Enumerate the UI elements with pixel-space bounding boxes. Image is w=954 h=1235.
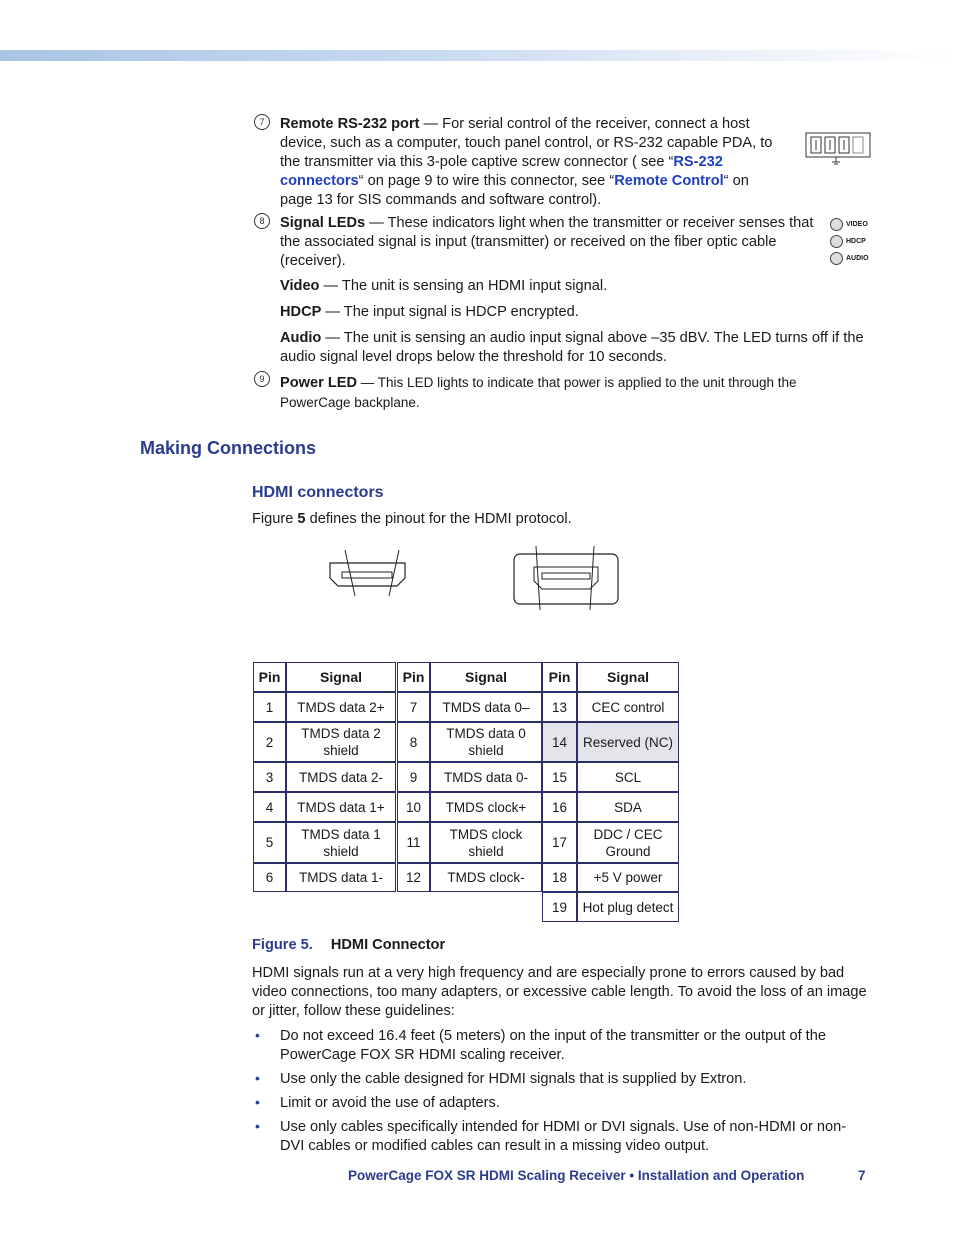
hdmi-plug-icon bbox=[325, 550, 410, 598]
rs232-title: Remote RS-232 port bbox=[280, 116, 420, 132]
subsection-title: HDMI connectors bbox=[252, 484, 384, 501]
table-cell-pin: 6 bbox=[253, 863, 286, 892]
led-audio-icon bbox=[830, 252, 843, 265]
rs232-text1: — For serial control of the receiver, connect a host device, such as a computer, touch panel control, or RS-232 capable PDA, to the transmitter via this 3-pole captive screw connector ( see “ bbox=[280, 116, 773, 170]
table-cell-signal: TMDS data 0– bbox=[430, 692, 542, 722]
bullet-marker: • bbox=[255, 1070, 260, 1086]
led-video-label: VIDEO bbox=[846, 221, 868, 228]
table-cell-pin: 12 bbox=[397, 863, 430, 892]
header-signal-3: Signal bbox=[577, 662, 679, 692]
table-cell-signal: DDC / CEC Ground bbox=[577, 822, 679, 863]
figure-intro-post: defines the pinout for the HDMI protocol. bbox=[305, 511, 572, 527]
table-cell-pin: 1 bbox=[253, 692, 286, 722]
audio-led-desc bbox=[280, 329, 870, 367]
signal-leds-paragraph bbox=[280, 214, 815, 271]
figure-caption-title: HDMI Connector bbox=[330, 937, 446, 953]
led-video-icon bbox=[830, 218, 843, 231]
hdcp-led-text: — The input signal is HDCP encrypted. bbox=[321, 304, 579, 320]
remote-control-link[interactable]: Remote Control bbox=[614, 173, 724, 189]
led-video bbox=[830, 218, 868, 231]
table-cell-signal: Hot plug detect bbox=[577, 892, 679, 922]
rs232-text3: “ on page 13 for SIS commands and software control). bbox=[280, 173, 749, 208]
hdmi-guidelines-intro: HDMI signals run at a very high frequency and are especially prone to errors caused by bad video connections, too many adapters, or excessive cable length. To avoid the loss of an image or jitter, follow these guidelines: bbox=[252, 965, 867, 1019]
led-hdcp-icon bbox=[830, 235, 843, 248]
figure-intro-pre: Figure bbox=[252, 511, 298, 527]
led-hdcp bbox=[830, 235, 866, 248]
power-led-paragraph bbox=[280, 373, 860, 413]
item-number-7: 7 bbox=[254, 114, 270, 130]
led-audio-label: AUDIO bbox=[846, 255, 869, 262]
header-pin-2: Pin bbox=[397, 662, 430, 692]
bullet-item: Limit or avoid the use of adapters. bbox=[280, 1095, 500, 1111]
header-signal-1: Signal bbox=[286, 662, 396, 692]
table-cell-signal: Reserved (NC) bbox=[577, 722, 679, 762]
led-audio bbox=[830, 252, 869, 265]
table-cell-signal: TMDS clock shield bbox=[430, 822, 542, 863]
rs232-paragraph bbox=[280, 115, 785, 210]
figure-caption bbox=[252, 937, 445, 953]
rs232-connectors-link[interactable]: RS-232 connectors bbox=[280, 154, 723, 189]
power-led-text: — This LED lights to indicate that power is applied to the unit through the PowerCage backplane. bbox=[280, 375, 797, 410]
section-title: Making Connections bbox=[140, 438, 317, 458]
table-cell-signal: SDA bbox=[577, 792, 679, 822]
header-pin-1: Pin bbox=[253, 662, 286, 692]
table-cell-signal: SCL bbox=[577, 762, 679, 792]
video-led-label: Video bbox=[280, 278, 320, 294]
power-led-title: Power LED bbox=[280, 375, 358, 391]
video-led-text: — The unit is sensing an HDMI input signal. bbox=[319, 278, 608, 294]
table-cell-pin: 14 bbox=[542, 722, 577, 762]
table-cell-pin: 9 bbox=[397, 762, 430, 792]
item-number-8: 8 bbox=[254, 213, 270, 229]
figure-intro bbox=[252, 510, 752, 529]
figure-caption-label: Figure 5. bbox=[252, 937, 313, 953]
table-cell-pin: 5 bbox=[253, 822, 286, 863]
signal-leds-text: — These indicators light when the transmitter or receiver senses that the associated signal is input (transmitter) or received on the fiber optic cable (receiver). bbox=[280, 215, 814, 269]
table-cell-pin: 18 bbox=[542, 863, 577, 892]
header-signal-2: Signal bbox=[430, 662, 542, 692]
table-cell-pin: 13 bbox=[542, 692, 577, 722]
table-cell-pin: 8 bbox=[397, 722, 430, 762]
table-cell-signal: TMDS data 1 shield bbox=[286, 822, 396, 863]
table-cell-signal: TMDS data 2- bbox=[286, 762, 396, 792]
page-number: 7 bbox=[858, 1168, 866, 1183]
table-cell-pin: 16 bbox=[542, 792, 577, 822]
header-pin-3: Pin bbox=[542, 662, 577, 692]
hdmi-receptacle-icon bbox=[512, 546, 620, 610]
table-cell-signal: TMDS clock+ bbox=[430, 792, 542, 822]
table-cell-pin: 10 bbox=[397, 792, 430, 822]
figure-intro-num: 5 bbox=[297, 511, 306, 527]
table-cell-pin: 17 bbox=[542, 822, 577, 863]
table-cell-signal: TMDS clock- bbox=[430, 863, 542, 892]
table-cell-signal: TMDS data 2 shield bbox=[286, 722, 396, 762]
table-cell-signal: CEC control bbox=[577, 692, 679, 722]
table-cell-pin: 19 bbox=[542, 892, 577, 922]
bullet-marker: • bbox=[255, 1027, 260, 1043]
hdcp-led-desc bbox=[280, 303, 870, 322]
bullet-marker: • bbox=[255, 1094, 260, 1110]
table-cell-signal: TMDS data 0- bbox=[430, 762, 542, 792]
table-cell-pin: 7 bbox=[397, 692, 430, 722]
hdcp-led-label: HDCP bbox=[280, 304, 322, 320]
table-cell-pin: 15 bbox=[542, 762, 577, 792]
table-cell-signal: TMDS data 1+ bbox=[286, 792, 396, 822]
header-bar bbox=[0, 50, 954, 61]
table-cell-signal: +5 V power bbox=[577, 863, 679, 892]
item-number-9: 9 bbox=[254, 371, 270, 387]
footer-text: PowerCage FOX SR HDMI Scaling Receiver • Installation and Operation bbox=[348, 1168, 805, 1183]
rs232-text2: “ on page 9 to wire this connector, see “ bbox=[358, 173, 615, 189]
led-hdcp-label: HDCP bbox=[846, 238, 866, 245]
table-cell-pin: 2 bbox=[253, 722, 286, 762]
bullet-marker: • bbox=[255, 1118, 260, 1134]
table-cell-pin: 3 bbox=[253, 762, 286, 792]
bullet-item: Use only cables specifically intended for HDMI or DVI signals. Use of non-HDMI or non-DVI cables or modified cables can result in a missing video output. bbox=[280, 1119, 847, 1154]
bullet-item: Do not exceed 16.4 feet (5 meters) on the input of the transmitter or the output of the PowerCage FOX SR HDMI scaling receiver. bbox=[280, 1028, 826, 1063]
captive-screw-connector-icon bbox=[805, 131, 871, 167]
table-cell-signal: TMDS data 0 shield bbox=[430, 722, 542, 762]
video-led-desc bbox=[280, 277, 870, 296]
table-cell-pin: 11 bbox=[397, 822, 430, 863]
audio-led-text: — The unit is sensing an audio input signal above –35 dBV. The LED turns off if the audio signal level drops below the threshold for 10 seconds. bbox=[280, 330, 864, 365]
bullet-item: Use only the cable designed for HDMI signals that is supplied by Extron. bbox=[280, 1071, 747, 1087]
table-cell-pin: 4 bbox=[253, 792, 286, 822]
table-cell-signal: TMDS data 1- bbox=[286, 863, 396, 892]
signal-leds-title: Signal LEDs bbox=[280, 215, 366, 231]
table-cell-signal: TMDS data 2+ bbox=[286, 692, 396, 722]
audio-led-label: Audio bbox=[280, 330, 322, 346]
